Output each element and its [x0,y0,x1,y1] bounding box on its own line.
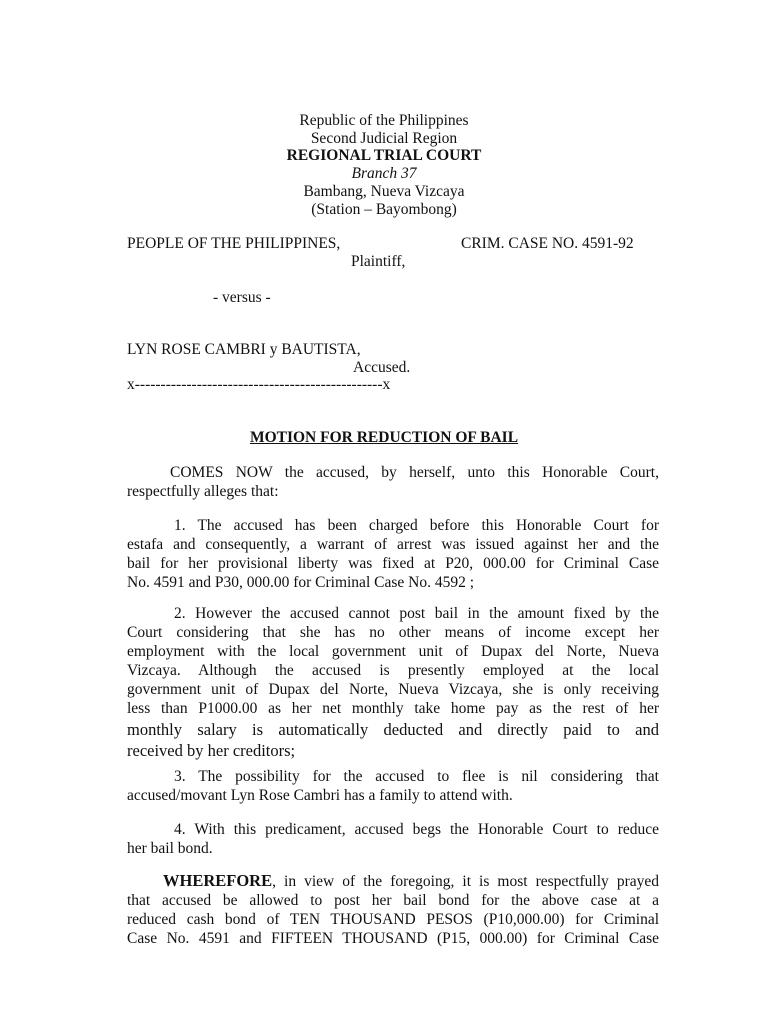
paragraph-2 [127,604,659,760]
header-station: (Station – Bayombong) [311,201,457,218]
paragraph-3-line: 3. The possibility for the accused to flee is nil considering that [174,768,659,785]
paragraph-2-line: government unit of Dupax del Norte, Nueva Vizcaya, she is only receiving [127,681,659,698]
paragraph-3 [127,767,659,805]
accused-label: Accused. [353,359,411,376]
caption-separator: x------------------------------------------------x [127,376,391,393]
prayer-line-text: , in view of the foregoing, it is most respectfully prayed [272,873,659,890]
paragraph-4 [127,820,659,858]
paragraph-4-line: 4. With this predicament, accused begs the Honorable Court to reduce [174,821,659,838]
prayer-lead: WHEREFORE [163,871,273,890]
header-court: REGIONAL TRIAL COURT [286,147,482,164]
plaintiff-label: Plaintiff, [351,253,406,270]
paragraph-1-line: 1. The accused has been charged before this Honorable Court for [174,517,659,534]
motion-title: MOTION FOR REDUCTION OF BAIL [249,429,519,446]
header-republic: Republic of the Philippines [299,112,469,129]
paragraph-4-line: her bail bond. [127,840,213,857]
header-region: Second Judicial Region [310,130,458,147]
paragraph-2-line: Vizcaya. Although the accused is presently employed at the local [127,662,659,679]
paragraph-1 [127,516,659,592]
prayer-line: that accused be allowed to post her bail bond for the above case at a [127,892,659,909]
intro-line: COMES NOW the accused, by herself, unto this Honorable Court, [170,464,659,481]
intro-paragraph [127,463,659,501]
prayer-line: reduced cash bond of TEN THOUSAND PESOS (P10,000.00) for Criminal [127,911,659,928]
header-place: Bambang, Nueva Vizcaya [303,183,465,200]
plaintiff-name: PEOPLE OF THE PHILIPPINES, [127,235,341,252]
prayer-line: Case No. 4591 and FIFTEEN THOUSAND (P15, 000.00) for Criminal Case [127,930,659,947]
paragraph-1-line: bail for her provisional liberty was fixed at P20, 000.00 for Criminal Case [127,555,659,572]
paragraph-2-line: 2. However the accused cannot post bail in the amount fixed by the [174,605,659,622]
accused-name: LYN ROSE CAMBRI y BAUTISTA, [127,341,361,358]
paragraph-3-line: accused/movant Lyn Rose Cambri has a family to attend with. [127,787,513,804]
paragraph-2-line: received by her creditors; [127,741,296,760]
paragraph-1-line: No. 4591 and P30, 000.00 for Criminal Case No. 4592 ; [127,574,475,591]
prayer-paragraph [127,871,659,948]
paragraph-2-line: less than P1000.00 as her net monthly take home pay as the rest of her [127,700,659,717]
paragraph-1-line: estafa and consequently, a warrant of arrest was issued against her and the [127,536,659,553]
intro-line: respectfully alleges that: [127,483,279,500]
case-number: CRIM. CASE NO. 4591-92 [461,235,634,252]
prayer-line [127,871,659,891]
header-branch: Branch 37 [351,165,417,182]
versus-label: - versus - [213,289,271,306]
paragraph-2-line: employment with the local government unit of Dupax del Norte, Nueva [127,643,659,660]
paragraph-2-line: monthly salary is automatically deducted and directly paid to and [127,720,659,739]
paragraph-2-line: Court considering that she has no other means of income except her [127,624,659,641]
